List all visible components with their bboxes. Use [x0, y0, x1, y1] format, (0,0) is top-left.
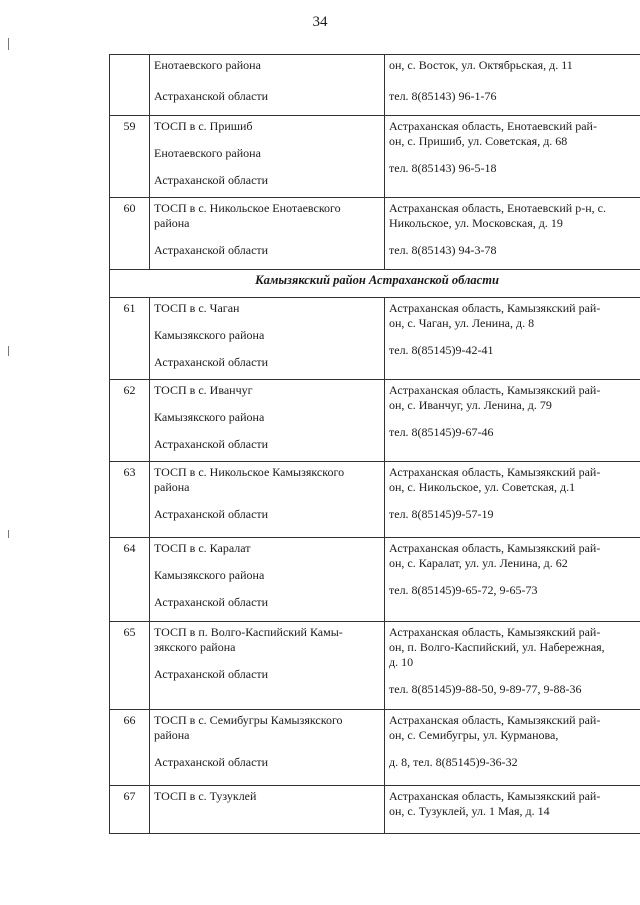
address-cell	[385, 116, 640, 198]
address-line: он, с. Пришиб, ул. Советская, д. 68	[389, 134, 568, 148]
office-district-line: Камызякского района	[154, 568, 265, 582]
address-line: Астраханская область, Камызякский рай-	[389, 713, 601, 727]
table-row	[110, 380, 640, 462]
office-name-line: ТОСП в с. Каралат	[154, 541, 251, 555]
office-name-cell	[150, 710, 385, 786]
row-number: 59	[110, 116, 150, 198]
row-number: 63	[110, 462, 150, 538]
row-number: 62	[110, 380, 150, 462]
office-name-line: ТОСП в с. Тузуклей	[154, 789, 257, 803]
row-number: 61	[110, 298, 150, 380]
address-line: Никольское, ул. Московская, д. 19	[389, 216, 563, 230]
office-region-line: Астраханской области	[154, 89, 269, 103]
office-name-line: ТОСП в с. Семибугры Камызякского	[154, 713, 343, 727]
phone-line: тел. 8(85145)9-67-46	[389, 425, 494, 439]
office-name-cell	[150, 55, 385, 116]
office-name-cell	[150, 538, 385, 622]
office-district-line: Енотаевского района	[154, 146, 261, 160]
address-line: Астраханская область, Енотаевский рай-	[389, 119, 597, 133]
margin-scan-mark	[8, 530, 9, 538]
row-number: 60	[110, 198, 150, 270]
phone-line: тел. 8(85145)9-57-19	[389, 507, 494, 521]
address-cell	[385, 786, 640, 834]
address-line: д. 10	[389, 655, 414, 669]
office-name-line: ТОСП в с. Никольское Камызякского	[154, 465, 345, 479]
table-row	[110, 198, 640, 270]
address-line: Астраханская область, Енотаевский р-н, с.	[389, 201, 606, 215]
address-line: Астраханская область, Камызякский рай-	[389, 383, 601, 397]
margin-scan-mark	[8, 346, 9, 356]
table-row	[110, 538, 640, 622]
table-row	[110, 710, 640, 786]
office-name-cell	[150, 462, 385, 538]
office-district-line: Камызякского района	[154, 410, 265, 424]
table-row	[110, 298, 640, 380]
address-cell	[385, 298, 640, 380]
section-heading-row	[110, 270, 640, 298]
address-cell	[385, 538, 640, 622]
office-region-line: Астраханской области	[154, 595, 269, 609]
row-number	[110, 55, 150, 116]
table-row	[110, 116, 640, 198]
address-line: он, с. Иванчуг, ул. Ленина, д. 79	[389, 398, 552, 412]
address-cell	[385, 55, 640, 116]
office-name-cell	[150, 116, 385, 198]
office-name-line: зякского района	[154, 640, 236, 654]
office-name-cell	[150, 198, 385, 270]
table-row	[110, 462, 640, 538]
row-number: 67	[110, 786, 150, 834]
registry-table	[109, 54, 640, 834]
address-line: Астраханская область, Камызякский рай-	[389, 301, 601, 315]
office-name-cell	[150, 298, 385, 380]
address-line: Астраханская область, Камызякский рай-	[389, 625, 601, 639]
address-cell	[385, 622, 640, 710]
address-line: он, с. Никольское, ул. Советская, д.1	[389, 480, 576, 494]
office-name-line: Енотаевского района	[154, 58, 261, 72]
office-name-line: района	[154, 216, 190, 230]
phone-line: тел. 8(85143) 96-5-18	[389, 161, 497, 175]
office-name-line: ТОСП в с. Иванчуг	[154, 383, 253, 397]
address-cell	[385, 198, 640, 270]
office-name-line: ТОСП в п. Волго-Каспийский Камы-	[154, 625, 343, 639]
address-line: Астраханская область, Камызякский рай-	[389, 789, 601, 803]
office-name-line: ТОСП в с. Никольское Енотаевского	[154, 201, 341, 215]
office-region-line: Астраханской области	[154, 355, 269, 369]
address-line: он, с. Чаган, ул. Ленина, д. 8	[389, 316, 535, 330]
row-number: 64	[110, 538, 150, 622]
table-row	[110, 55, 640, 116]
office-name-line: района	[154, 480, 190, 494]
address-line: Астраханская область, Камызякский рай-	[389, 541, 601, 555]
margin-scan-mark	[8, 38, 9, 50]
office-name-line: ТОСП в с. Чаган	[154, 301, 240, 315]
office-district-line: Камызякского района	[154, 328, 265, 342]
table-row	[110, 786, 640, 834]
phone-line: тел. 8(85145)9-88-50, 9-89-77, 9-88-36	[389, 682, 582, 696]
phone-line: тел. 8(85143) 94-3-78	[389, 243, 497, 257]
row-number: 65	[110, 622, 150, 710]
office-name-line: района	[154, 728, 190, 742]
office-name-cell	[150, 786, 385, 834]
address-line: Астраханская область, Камызякский рай-	[389, 465, 601, 479]
phone-line: тел. 8(85143) 96-1-76	[389, 89, 497, 103]
address-line: он, с. Каралат, ул. ул. Ленина, д. 62	[389, 556, 568, 570]
office-region-line: Астраханской области	[154, 173, 269, 187]
office-region-line: Астраханской области	[154, 667, 269, 681]
address-line: он, с. Тузуклей, ул. 1 Мая, д. 14	[389, 804, 550, 818]
address-line: он, с. Восток, ул. Октябрьская, д. 11	[389, 58, 573, 72]
address-cell	[385, 710, 640, 786]
office-region-line: Астраханской области	[154, 243, 269, 257]
address-line: он, с. Семибугры, ул. Курманова,	[389, 728, 559, 742]
phone-line: д. 8, тел. 8(85145)9-36-32	[389, 755, 518, 769]
office-region-line: Астраханской области	[154, 507, 269, 521]
phone-line: тел. 8(85145)9-65-72, 9-65-73	[389, 583, 538, 597]
page-number: 34	[312, 14, 328, 30]
office-region-line: Астраханской области	[154, 755, 269, 769]
address-cell	[385, 462, 640, 538]
address-line: он, п. Волго-Каспийский, ул. Набережная,	[389, 640, 605, 654]
address-cell	[385, 380, 640, 462]
office-name-cell	[150, 380, 385, 462]
phone-line: тел. 8(85145)9-42-41	[389, 343, 494, 357]
table-row	[110, 622, 640, 710]
section-heading: Камызякский район Астраханской области	[110, 270, 640, 298]
office-region-line: Астраханской области	[154, 437, 269, 451]
row-number: 66	[110, 710, 150, 786]
office-name-line: ТОСП в с. Пришиб	[154, 119, 253, 133]
office-name-cell	[150, 622, 385, 710]
